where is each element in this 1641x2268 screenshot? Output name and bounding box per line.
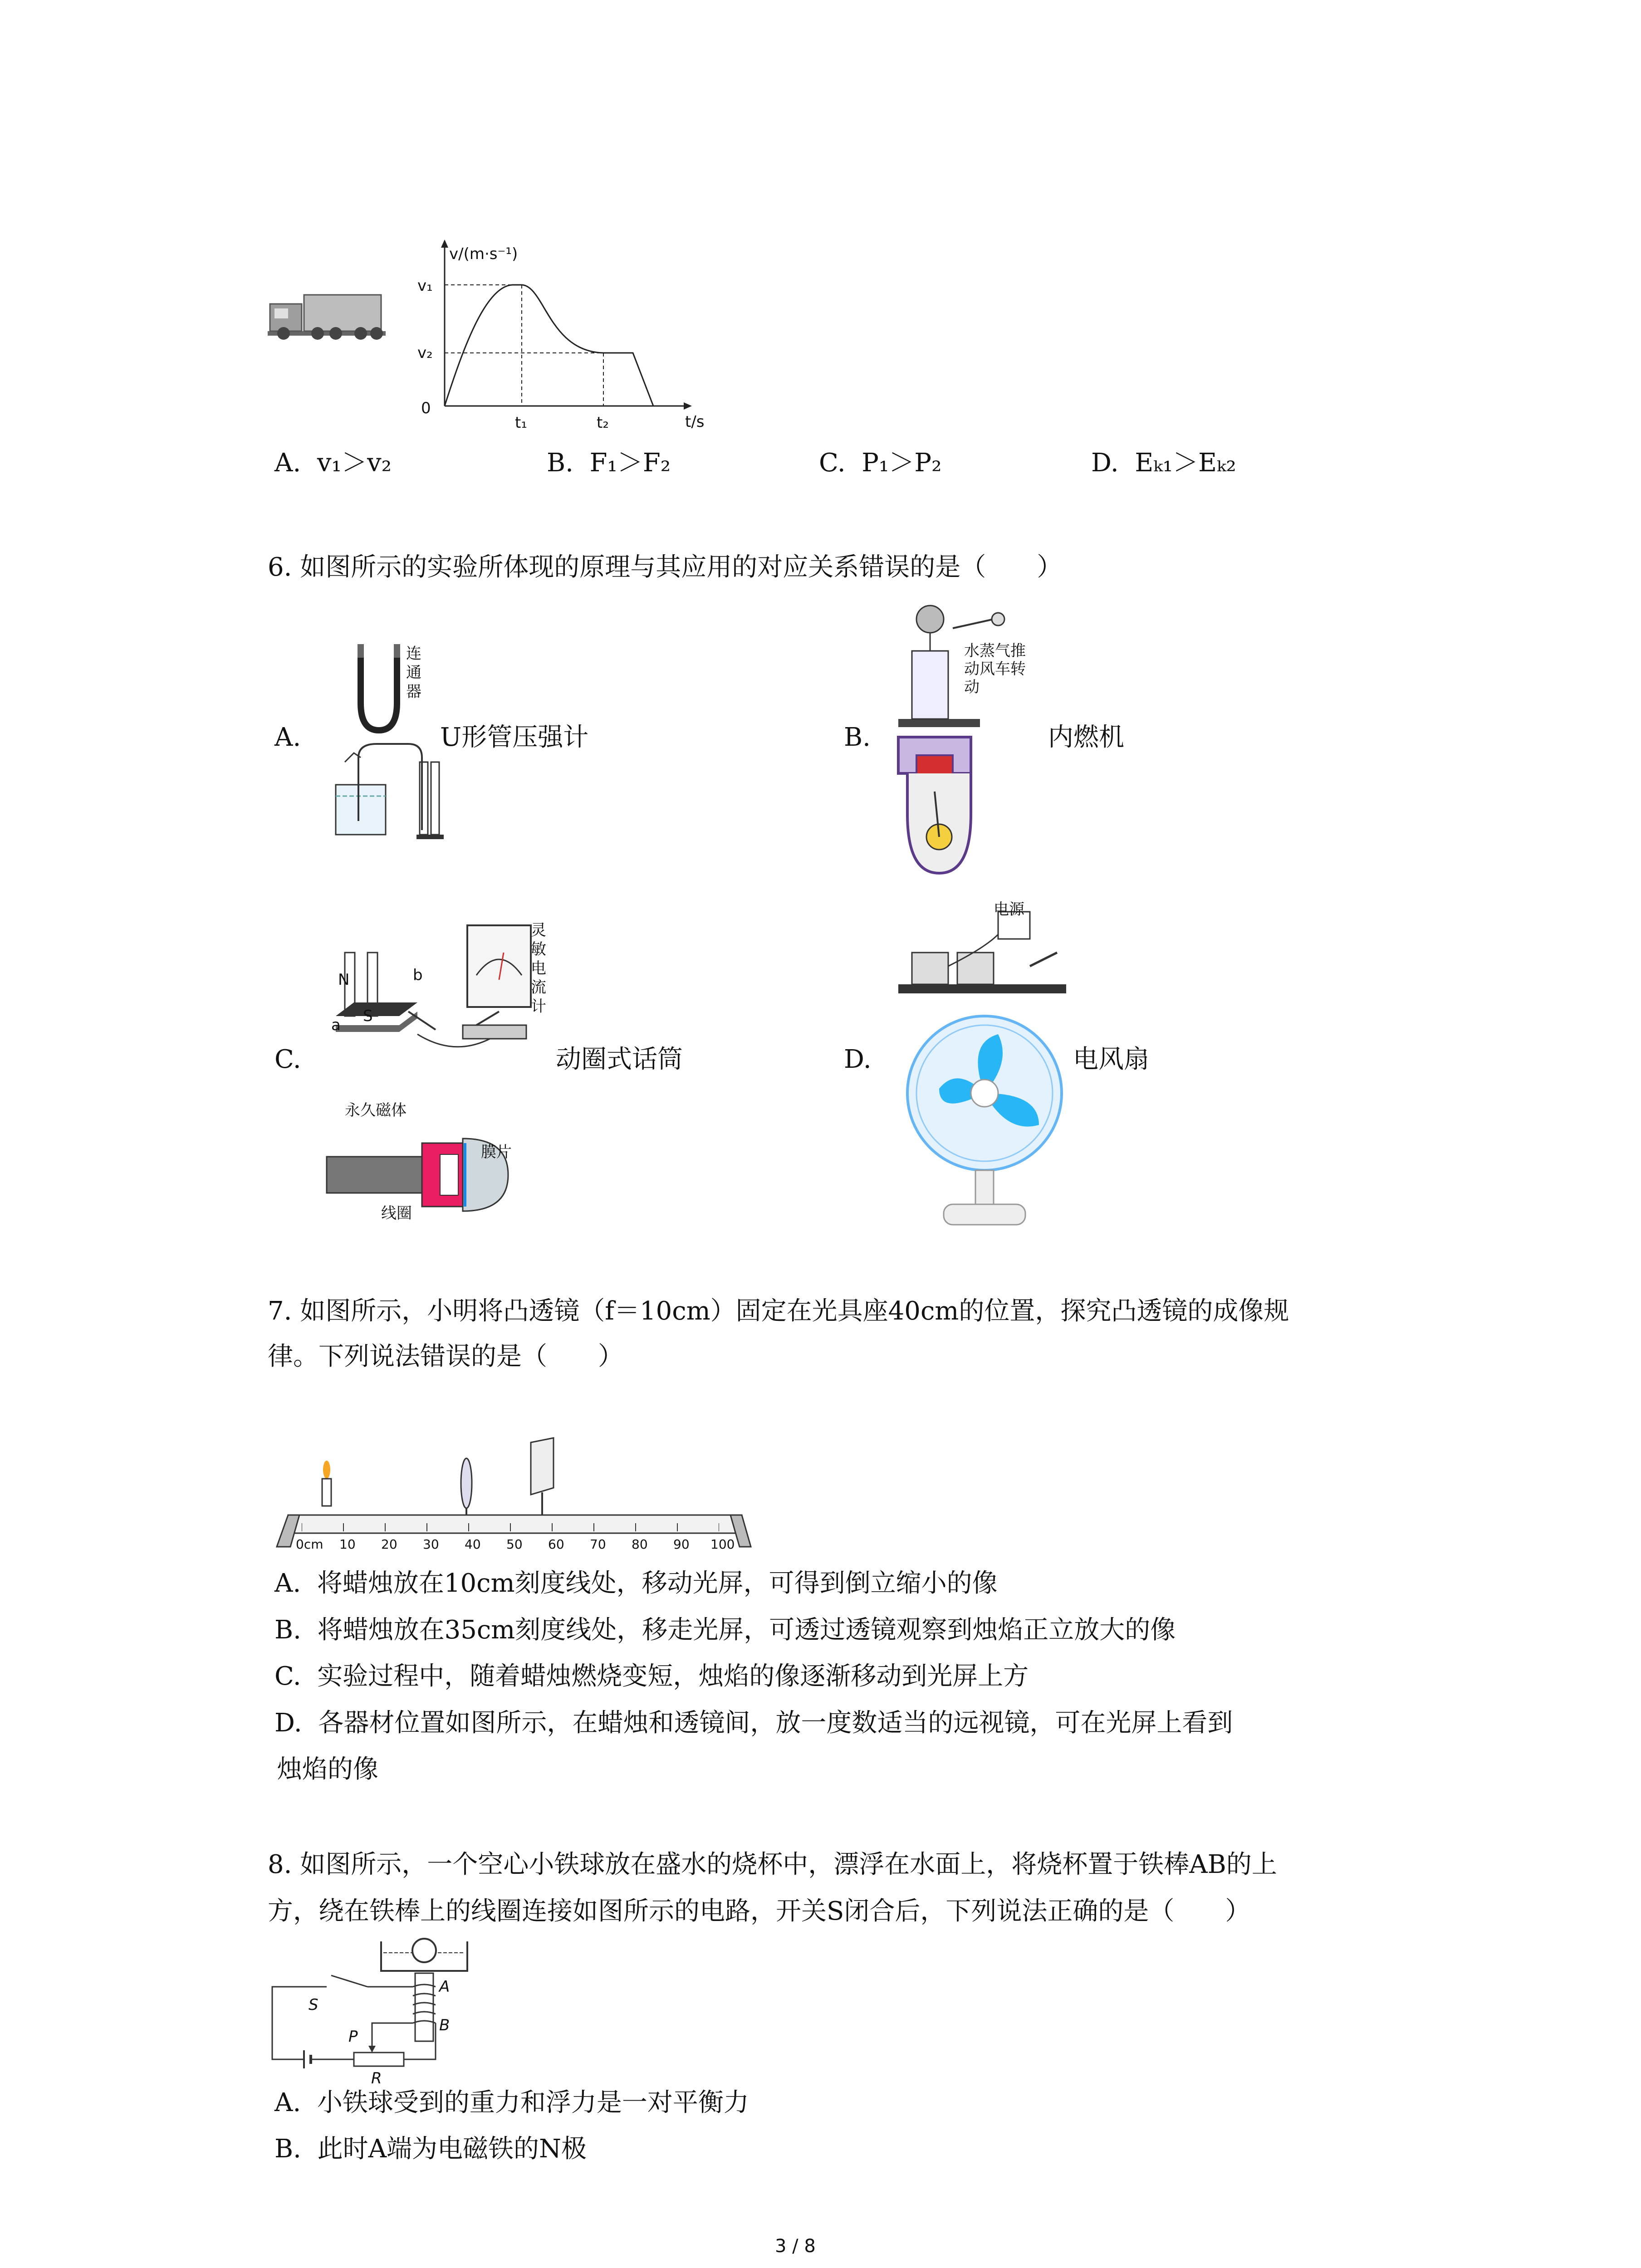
q6-b-fig-label: 水蒸气推动风车转动 — [964, 642, 1026, 696]
velocity-time-graph — [268, 236, 721, 445]
q5-figure — [268, 236, 721, 445]
beaker-icon — [381, 1939, 467, 1971]
truck-icon — [268, 295, 386, 340]
q6-stem: 6. 如图所示的实验所体现的原理与其应用的对应关系错误的是（ ） — [268, 552, 1063, 582]
q8-stem-line1: 8. 如图所示，一个空心小铁球放在盛水的烧杯中，漂浮在水面上，将烧杯置于铁棒AB的上 — [268, 1850, 1277, 1879]
ruler-label-20: 20 — [381, 1537, 397, 1552]
q6-option-c-label: C. — [274, 1045, 301, 1074]
q8-option-b: B. 此时A端为电磁铁的N极 — [274, 2134, 587, 2164]
ruler-label-30: 30 — [423, 1537, 439, 1552]
ruler-label-70: 70 — [590, 1537, 606, 1552]
lens-icon — [461, 1458, 472, 1515]
wire-a-label: a — [331, 1016, 341, 1034]
circuit-wires — [272, 1975, 436, 2068]
mic-coil-label: 线圈 — [381, 1204, 412, 1222]
ruler-label-40: 40 — [465, 1537, 481, 1552]
q6-c-fig-label: 灵敏电流计 — [531, 921, 546, 1016]
q7-stem-line2: 律。下列说法错误的是（ ） — [268, 1342, 623, 1371]
page-number: 3 / 8 — [775, 2236, 816, 2257]
q7-option-d: D. 各器材位置如图所示，在蜡烛和透镜间，放一度数适当的远视镜，可在光屏上看到 — [274, 1708, 1233, 1738]
motor-experiment-icon — [898, 912, 1066, 993]
induction-experiment-icon — [336, 925, 531, 1047]
ruler-label-90: 90 — [673, 1537, 690, 1552]
ruler-label-0: 0cm — [296, 1537, 323, 1552]
origin-label: 0 — [421, 399, 431, 417]
ruler-label-50: 50 — [506, 1537, 523, 1552]
electromagnet-circuit-figure — [268, 1937, 522, 2087]
t1-label: t₁ — [515, 414, 527, 432]
mic-magnet-label: 永久磁体 — [345, 1101, 407, 1119]
resistor-r-label: R — [371, 2069, 382, 2087]
mic-diaphragm-label: 膜片 — [481, 1143, 512, 1161]
q7-option-c: C. 实验过程中，随着蜡烛燃烧变短，烛焰的像逐渐移动到光屏上方 — [274, 1662, 1029, 1691]
pressure-gauge-icon — [336, 744, 444, 839]
electric-fan-icon — [907, 1016, 1062, 1225]
q6-option-b-label: B. — [844, 723, 871, 752]
ruler-label-60: 60 — [548, 1537, 564, 1552]
wire-b-label: b — [413, 966, 423, 984]
magnet-s-label: S — [363, 1007, 373, 1025]
q6-a-fig-label: 连通器 — [406, 645, 421, 701]
ruler-ticks — [302, 1523, 719, 1532]
optical-bench-figure — [272, 1433, 753, 1565]
q6-option-d-label: D. — [844, 1045, 872, 1074]
q7-option-a: A. 将蜡烛放在10cm刻度线处，移动光屏，可得到倒立缩小的像 — [274, 1569, 998, 1598]
q6-option-c-app: 动圈式话筒 — [556, 1045, 683, 1074]
screen-icon — [531, 1438, 554, 1515]
x-axis-label: t/s — [685, 413, 705, 431]
ruler-label-100: 100 — [710, 1537, 735, 1552]
q6-option-b-app: 内燃机 — [1048, 723, 1124, 752]
q8-option-a: A. 小铁球受到的重力和浮力是一对平衡力 — [274, 2088, 749, 2117]
q6-option-a-app: U形管压强计 — [440, 723, 589, 752]
q5-option-d: D. Eₖ₁＞Eₖ₂ — [1091, 448, 1236, 478]
ruler-label-10: 10 — [339, 1537, 356, 1552]
q6-option-d-app: 电风扇 — [1073, 1045, 1149, 1074]
candle-icon — [322, 1461, 331, 1506]
end-a-label: A — [439, 1978, 450, 1996]
q5-option-a: A. v₁＞v₂ — [274, 448, 392, 478]
q7-option-d-line2: 烛焰的像 — [277, 1755, 378, 1784]
u-tube-icon — [358, 644, 400, 730]
magnet-n-label: N — [338, 971, 350, 989]
q7-option-b: B. 将蜡烛放在35cm刻度线处，移走光屏，可透过透镜观察到烛焰正立放大的像 — [274, 1615, 1176, 1645]
switch-s-label: S — [309, 1996, 318, 2014]
q6-option-d-figure — [894, 898, 1084, 1234]
end-b-label: B — [439, 2016, 450, 2034]
q6-d-fig-label: 电源 — [994, 900, 1024, 919]
q8-stem-line2: 方，绕在铁棒上的线圈连接如图所示的电路，开关S闭合后，下列说法正确的是（ ） — [268, 1897, 1251, 1926]
q5-option-b: B. F₁＞F₂ — [547, 448, 671, 478]
electromagnet-icon — [413, 1973, 436, 2041]
q5-option-c: C. P₁＞P₂ — [819, 448, 942, 478]
q6-option-a-label: A. — [274, 723, 301, 752]
ruler-label-80: 80 — [632, 1537, 648, 1552]
q6-option-a-figure — [318, 640, 454, 844]
v2-label: v₂ — [417, 344, 433, 362]
t2-label: t₂ — [597, 414, 609, 432]
engine-icon — [898, 737, 971, 873]
q7-stem-line1: 7. 如图所示，小明将凸透镜（f＝10cm）固定在光具座40cm的位置，探究凸透镜的成像规 — [268, 1296, 1289, 1326]
v1-label: v₁ — [417, 277, 433, 295]
y-axis-label: v/(m·s⁻¹) — [449, 245, 518, 263]
slider-p-label: P — [348, 2028, 358, 2046]
